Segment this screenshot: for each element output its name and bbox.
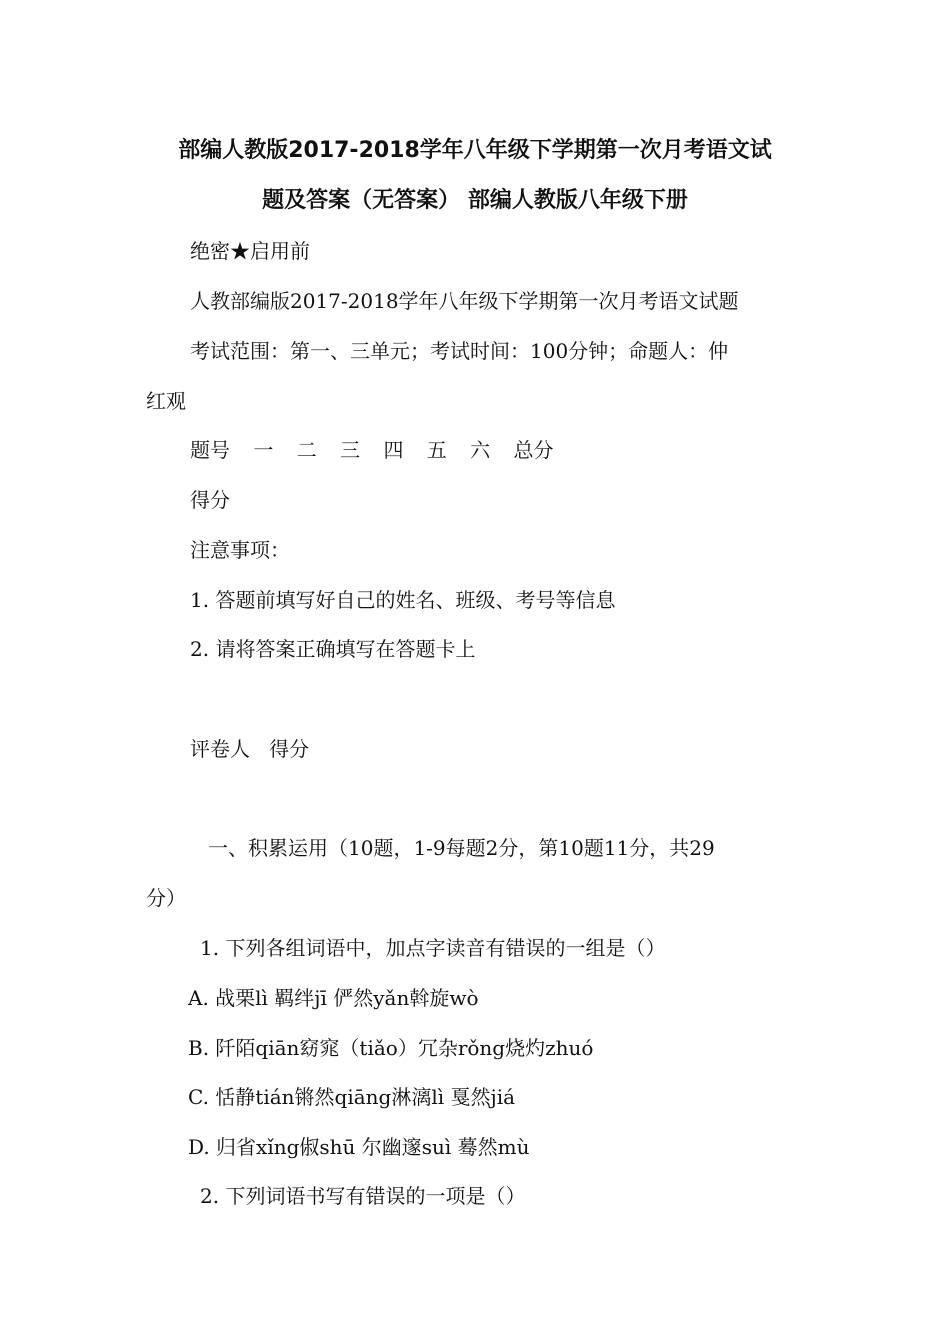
notes-heading: 注意事项： [190,538,290,562]
secret-label: 绝密★启用前 [190,239,310,263]
question-2-stem: 2. 下列词语书写有错误的一项是（） [200,1184,526,1208]
question-1-option-a: A. 战栗lì 羁绊jī 俨然yǎn斡旋wò [188,986,479,1010]
score-header-cell: 三 [340,438,361,462]
score-header-cell: 题号 [190,438,230,462]
score-header-cell: 四 [383,438,404,462]
section-1-heading-line-1: 一、积累运用（10题，1-9每题2分，第10题11分，共29 [208,836,715,860]
exam-info-line-1: 考试范围：第一、三单元；考试时间：100分钟；命题人：仲 [190,339,729,363]
score-header-cell: 一 [253,438,274,462]
note-item: 2. 请将答案正确填写在答题卡上 [190,637,476,661]
score-header-cell: 总分 [513,438,554,462]
document-title-line-2: 题及答案（无答案） 部编人教版八年级下册 [262,188,688,213]
exam-info-line-2: 红观 [146,389,186,413]
question-1-option-d: D. 归省xǐng俶shū 尔幽邃suì 蓦然mù [188,1135,530,1159]
section-1-heading-line-2: 分） [146,886,186,910]
question-1-option-c: C. 恬静tián锵然qiāng淋漓lì 戛然jiá [188,1085,516,1109]
document-title-line-1: 部编人教版2017-2018学年八年级下学期第一次月考语文试 [178,138,772,163]
note-item: 1. 答题前填写好自己的姓名、班级、考号等信息 [190,588,616,612]
score-table-header [190,436,571,464]
score-header-cell: 二 [296,438,317,462]
question-1-stem: 1. 下列各组词语中，加点字读音有错误的一组是（） [200,936,666,960]
exam-name: 人教部编版2017-2018学年八年级下学期第一次月考语文试题 [190,289,739,313]
grader-row: 评卷人 得分 [190,737,310,761]
score-row-label: 得分 [190,488,230,512]
question-1-option-b: B. 阡陌qiān窈窕（tiǎo）冗杂rǒng烧灼zhuó [188,1036,594,1060]
score-header-cell: 五 [426,438,447,462]
score-header-cell: 六 [470,438,491,462]
